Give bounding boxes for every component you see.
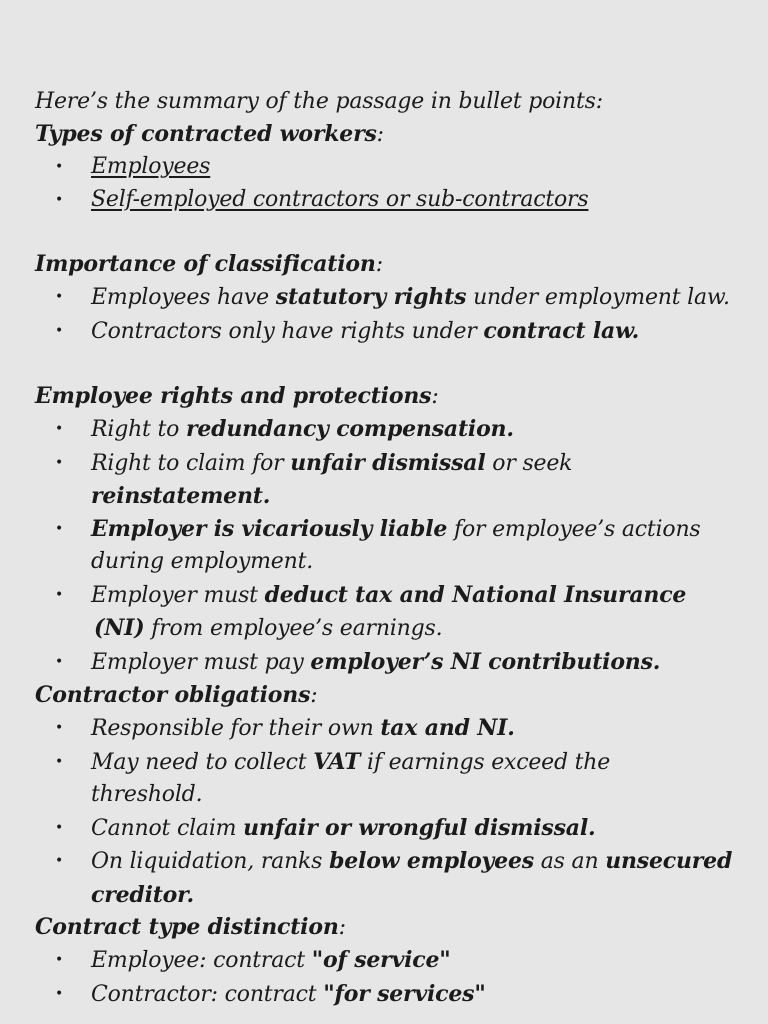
list-item: • Contractor: contract "for services" (35, 978, 750, 1012)
section-heading-contractor: Contractor obligations: (35, 682, 318, 708)
bullet-icon: • (55, 322, 64, 339)
bullet-icon: • (55, 520, 64, 537)
intro-line: Here’s the summary of the passage in bullet points: (35, 89, 603, 114)
list-item: • On liquidation, ranks below employees as an unsecured creditor. (35, 845, 750, 911)
link-self-employed[interactable]: Self-employed contractors or sub-contractors (91, 186, 589, 212)
spacer (35, 216, 750, 248)
list-item: • Responsible for their own tax and NI. (35, 712, 750, 746)
list-item: • Employer must pay employer’s NI contributions. (35, 646, 750, 680)
section-heading-importance: Importance of classification: (35, 251, 383, 277)
bullet-icon: • (55, 159, 64, 175)
bullet-icon: • (55, 586, 64, 603)
list-item: • Employer is vicariously liable for employee’s actions during employment. (35, 513, 750, 579)
distinction-list (35, 944, 750, 1011)
list-item (35, 184, 750, 217)
bullet-icon: • (55, 289, 64, 305)
list-item: • Employees have statutory rights under employment law. (35, 281, 750, 315)
list-item: • Right to claim for unfair dismissal or seek reinstatement. (35, 447, 750, 513)
bullet-icon: • (55, 720, 64, 736)
rights-list (35, 413, 750, 679)
list-item: • Employer must deduct tax and National Insurance (NI) from employee’s earnings. (35, 579, 750, 646)
bullet-icon: • (55, 853, 64, 869)
list-item: • Employee: contract "of service" (35, 944, 750, 978)
bullet-icon: • (55, 653, 64, 670)
list-item: • May need to collect VAT if earnings exceed the threshold. (35, 746, 750, 812)
section-heading-types: Types of contracted workers: (35, 121, 384, 147)
link-employees[interactable]: Employees (91, 154, 211, 179)
bullet-icon: • (55, 952, 64, 968)
bullet-icon: • (55, 191, 64, 208)
bullet-icon: • (55, 985, 64, 1002)
bullet-icon: • (55, 421, 64, 437)
bullet-icon: • (55, 819, 64, 836)
section-heading-distinction: Contract type distinction: (35, 914, 346, 940)
importance-list (35, 281, 750, 348)
bullet-icon: • (55, 454, 64, 471)
list-item: • Right to redundancy compensation. (35, 413, 750, 447)
list-item (35, 151, 750, 184)
spacer (35, 348, 750, 380)
list-item: • Contractors only have rights under contract law. (35, 315, 750, 349)
types-list (35, 151, 750, 216)
contractor-list (35, 712, 750, 911)
list-item: • Cannot claim unfair or wrongful dismissal. (35, 812, 750, 846)
section-heading-rights: Employee rights and protections: (35, 383, 439, 409)
bullet-icon: • (55, 753, 64, 770)
